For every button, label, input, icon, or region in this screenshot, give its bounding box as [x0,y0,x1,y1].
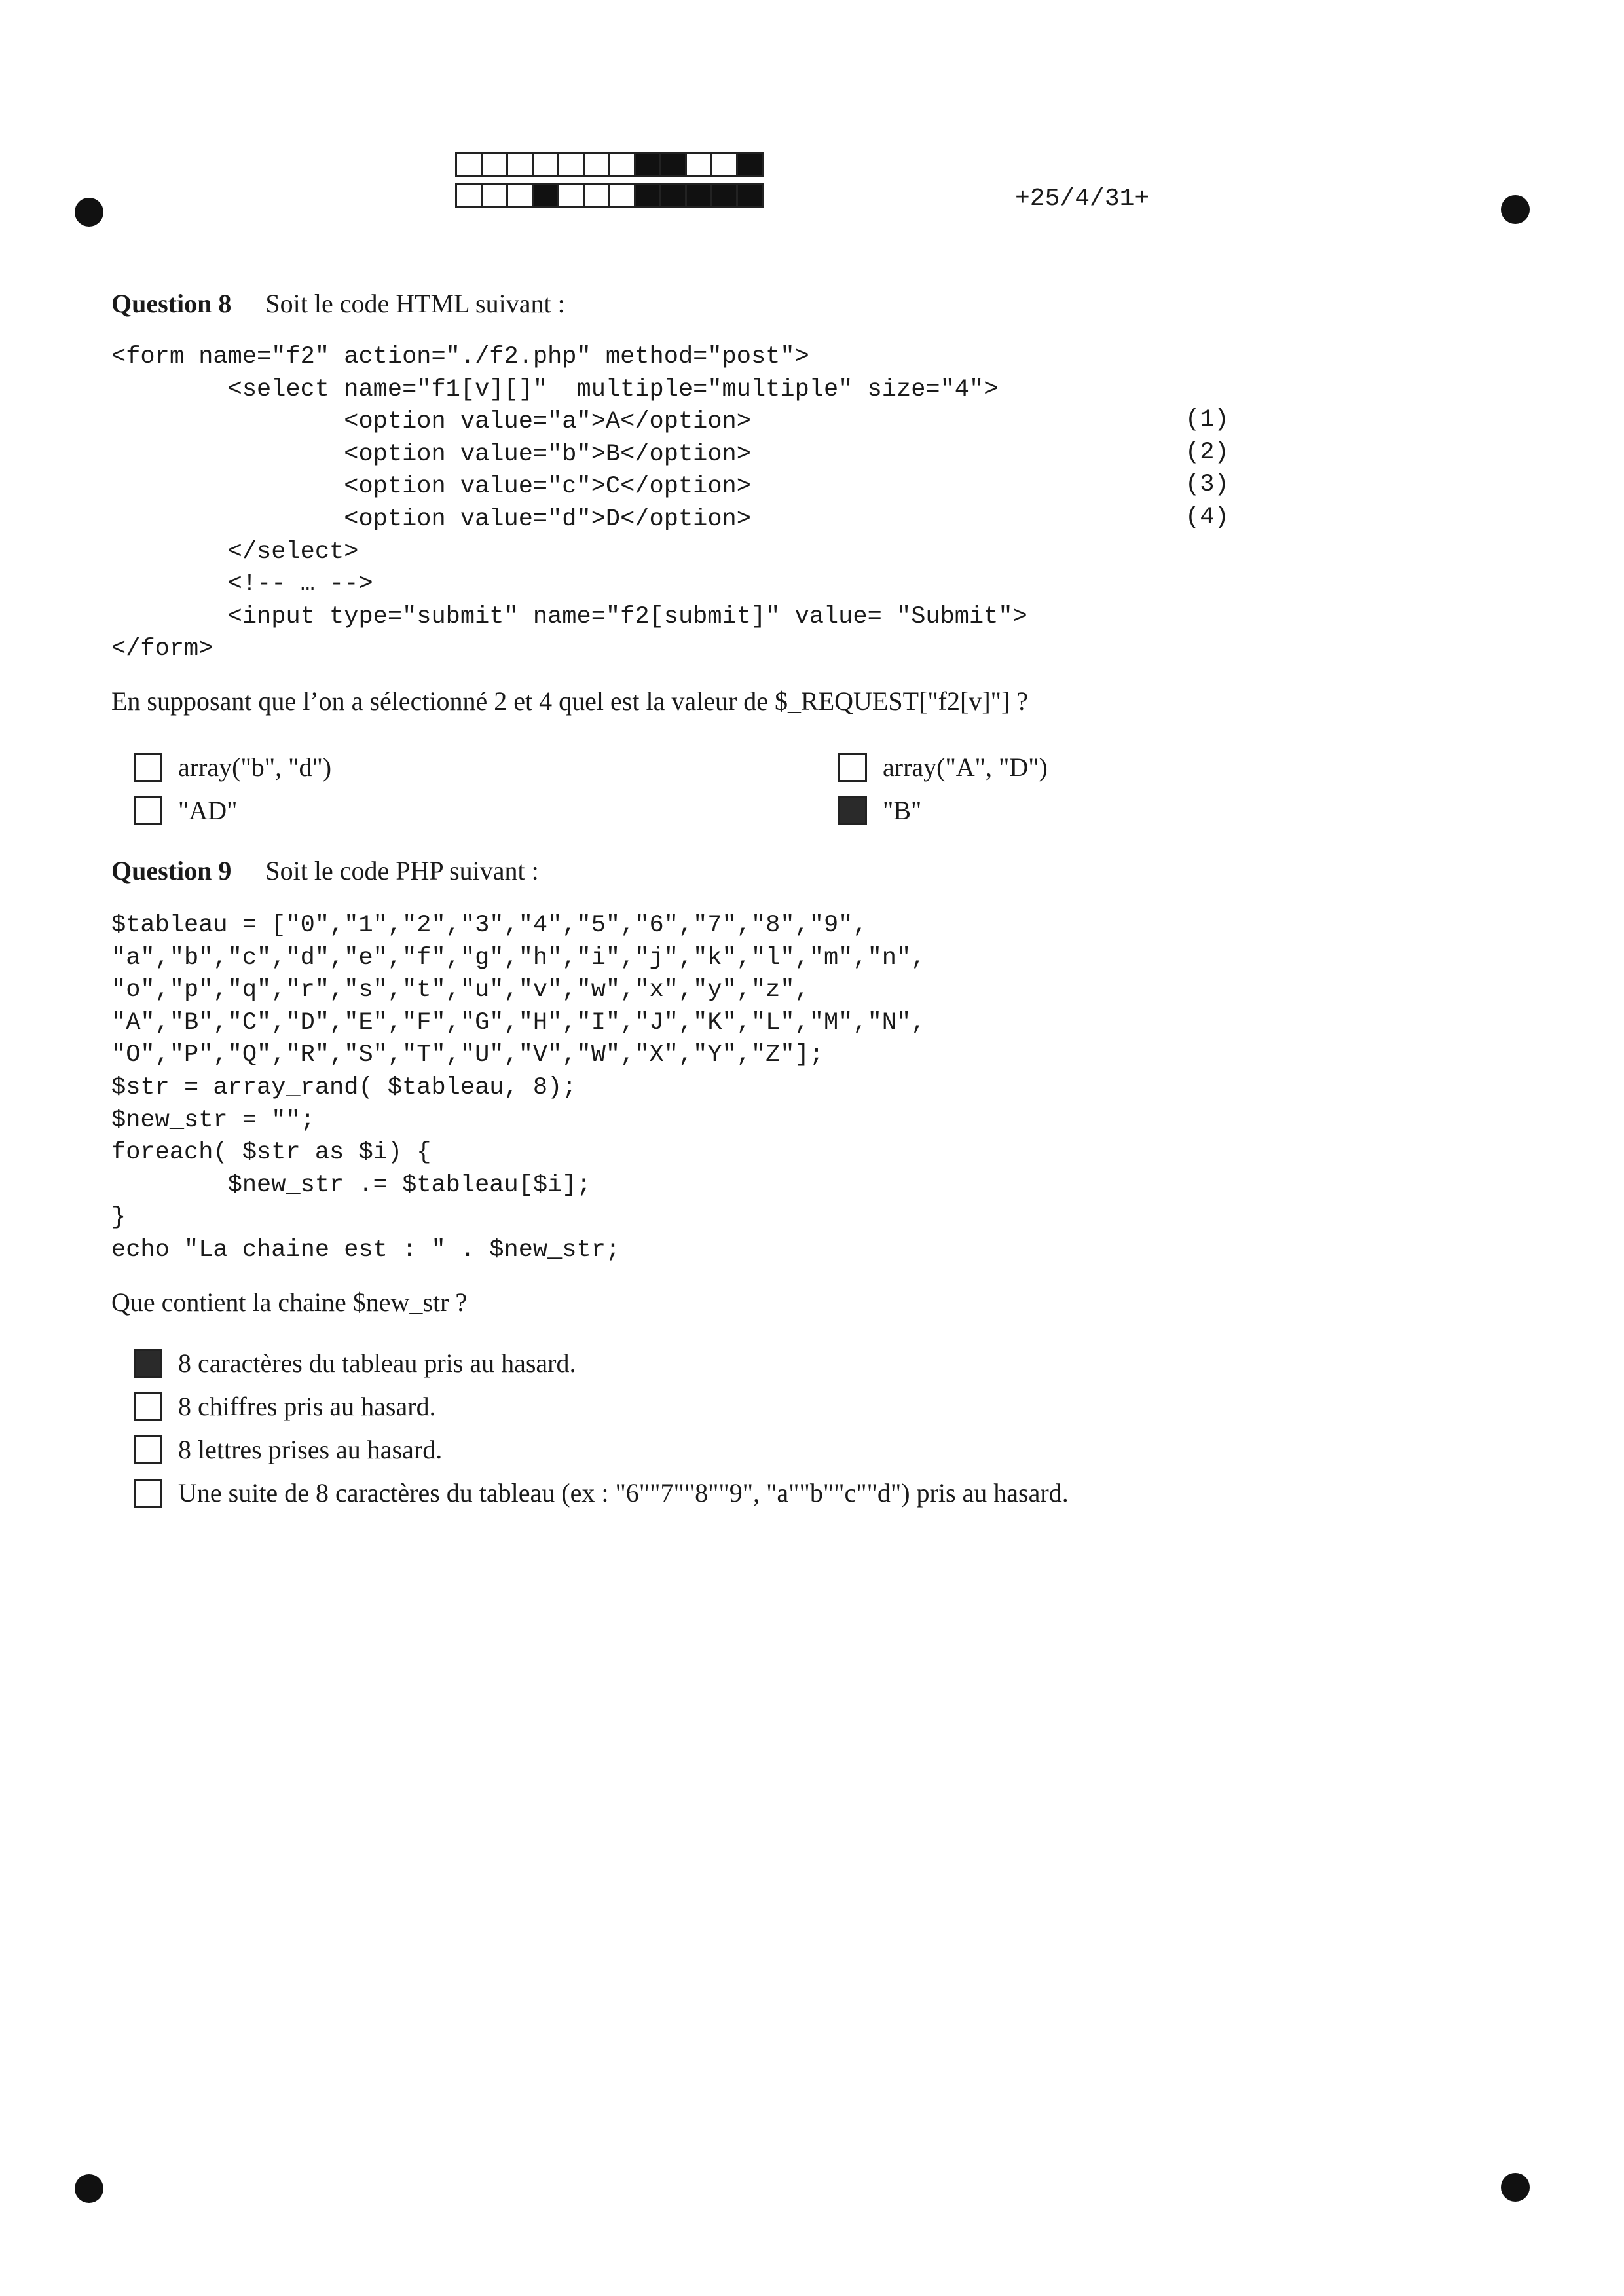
choice-label: array("A", "D") [883,752,1048,782]
barcode-cell [608,183,636,208]
q8-choice-array-AD[interactable] [838,752,1048,783]
choice-label: 8 chiffres pris au hasard. [178,1392,436,1421]
q8-choice-B[interactable] [838,795,921,826]
code-line: "a","b","c","d","e","f","g","h","i","j","k","l","m","n", [111,944,926,972]
barcode-cell [710,183,738,208]
barcode-cell [608,152,636,177]
code-line: $str = array_rand( $tableau, 8); [111,1073,577,1102]
choice-label: 8 caractères du tableau pris au hasard. [178,1348,576,1378]
barcode-cell [659,183,687,208]
question-8 [111,288,1513,716]
question-8-title [111,288,1513,319]
barcode-cell [455,152,483,177]
q9-choice-1[interactable] [134,1348,576,1379]
code-line: "O","P","Q","R","S","T","U","V","W","X","Y","Z"]; [111,1041,824,1069]
barcode-cell [506,183,534,208]
question-9-label: Question 9 [111,856,232,885]
code-line: "o","p","q","r","s","t","u","v","w","x","y","z", [111,976,809,1005]
code-line: <option value="b">B</option> [111,440,751,468]
barcode-cell [557,152,585,177]
choice-label: "AD" [178,796,238,825]
choice-label: 8 lettres prises au hasard. [178,1435,443,1464]
question-9-code [111,910,1513,1267]
barcode-cell [634,152,661,177]
code-line: <option value="d">D</option> [111,505,751,533]
option-marker: (3) [1185,471,1229,498]
registration-mark-top-right [1501,195,1530,224]
option-marker: (1) [1185,406,1229,434]
question-9-text: Que contient la chaine $new_str ? [111,1287,468,1317]
barcode-cell [455,183,483,208]
question-9-prompt: Soit le code PHP suivant : [265,856,539,885]
checkbox[interactable] [134,1349,162,1378]
q9-choice-4[interactable] [134,1477,1069,1508]
barcode-cell [710,152,738,177]
code-line: "A","B","C","D","E","F","G","H","I","J","K","L","M","N", [111,1009,926,1037]
barcode-cell [736,183,764,208]
barcode-cell [659,152,687,177]
choice-label: array("b", "d") [178,752,332,782]
registration-mark-bottom-right [1501,2173,1530,2202]
question-8-code [111,341,1513,666]
code-line: </select> [111,538,359,566]
page-id-barcode-row-2 [455,183,762,208]
barcode-cell [583,183,610,208]
code-line: echo "La chaine est : " . $new_str; [111,1236,621,1264]
code-line: </form> [111,635,213,663]
barcode-cell [532,152,559,177]
option-marker: (4) [1185,504,1229,531]
barcode-cell [583,152,610,177]
code-line: <input type="submit" name="f2[submit]" value= "Submit"> [111,602,1027,631]
code-line: $new_str = ""; [111,1106,315,1134]
q9-choice-2[interactable] [134,1391,436,1422]
checkbox[interactable] [134,1435,162,1464]
code-line: <option value="c">C</option> [111,473,751,501]
code-line: <option value="a">A</option> [111,408,751,436]
question-8-label: Question 8 [111,289,232,318]
question-8-text: En supposant que l’on a sélectionné 2 et 4 quel est la valeur de $_REQUEST["f2[v]"] ? [111,686,1029,716]
code-line: <select name="f1[v][]" multiple="multiple" size="4"> [111,375,999,403]
code-line: $tableau = ["0","1","2","3","4","5","6","7","8","9", [111,912,868,939]
q9-choice-3[interactable] [134,1434,442,1465]
question-8-prompt: Soit le code HTML suivant : [265,289,565,318]
option-marker: (2) [1185,439,1229,466]
barcode-cell [685,183,712,208]
page-code: +25/4/31+ [1015,185,1150,213]
barcode-cell [506,152,534,177]
checkbox[interactable] [838,753,867,782]
q8-choice-AD[interactable] [134,795,237,826]
code-line: foreach( $str as $i) { [111,1139,432,1167]
code-line: } [111,1204,126,1232]
registration-mark-bottom-left [75,2174,103,2203]
code-line: $new_str .= $tableau[$i]; [111,1171,591,1199]
registration-mark-top-left [75,198,103,227]
barcode-cell [481,152,508,177]
choice-label: "B" [883,796,922,825]
code-line: <form name="f2" action="./f2.php" method="post"> [111,343,809,371]
checkbox[interactable] [134,1479,162,1508]
barcode-cell [634,183,661,208]
barcode-cell [532,183,559,208]
question-9-title [111,855,1513,886]
barcode-cell [685,152,712,177]
question-9 [111,855,1513,1318]
checkbox[interactable] [134,796,162,825]
checkbox[interactable] [134,753,162,782]
checkbox[interactable] [838,796,867,825]
barcode-cell [481,183,508,208]
code-line: <!-- … --> [111,570,373,599]
q8-choice-array-bd[interactable] [134,752,331,783]
barcode-cell [557,183,585,208]
choice-label: Une suite de 8 caractères du tableau (ex : "6""7""8""9", "a""b""c""d") pris au hasard. [178,1478,1069,1508]
page-id-barcode-row-1 [455,152,762,177]
barcode-cell [736,152,764,177]
checkbox[interactable] [134,1392,162,1421]
